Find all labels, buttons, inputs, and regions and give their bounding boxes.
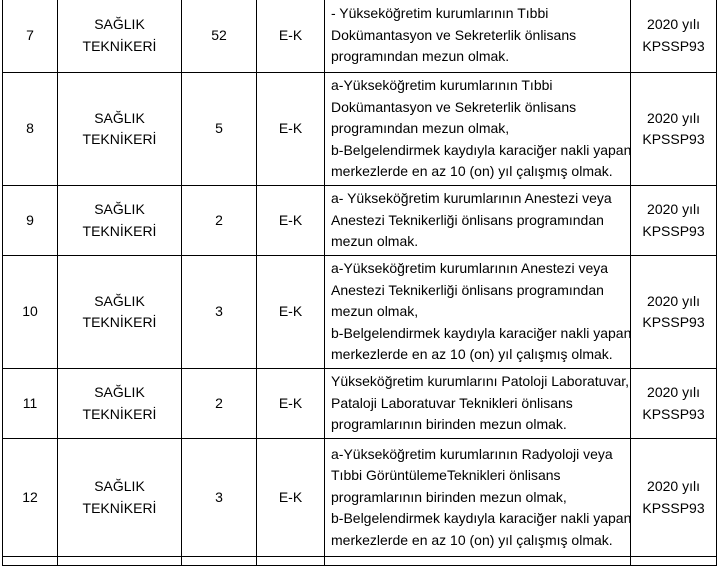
gender: E-K <box>278 26 303 43</box>
exam-line: KPSSP93 <box>642 222 705 239</box>
requirement-line: merkezlerde en az 10 (on) yıl çalışmış olmak. <box>331 346 613 363</box>
partial-cell <box>257 557 325 566</box>
position-title-line: SAĞLIK <box>94 109 145 126</box>
position-count-cell <box>182 0 257 73</box>
table-row <box>3 186 717 256</box>
requirement-line: Yükseköğretim kurumlarını Patoloji Laboratuvar, <box>331 373 630 390</box>
position-title-cell <box>58 186 182 256</box>
position-title-line: TEKNİKERİ <box>82 405 157 422</box>
requirement-line: Dokümantasyon ve Sekreterlik önlisans <box>331 98 577 115</box>
position-title-line: TEKNİKERİ <box>82 37 157 54</box>
position-count-cell <box>182 369 257 439</box>
requirement-line: merkezlerde en az 10 (on) yıl çalışmış olmak. <box>331 531 613 548</box>
requirement-line: a-Yükseköğretim kurumlarının Radyoloji veya <box>331 445 613 462</box>
partial-cell <box>58 557 182 566</box>
exam-cell <box>631 0 717 73</box>
gender: E-K <box>278 211 303 228</box>
position-title-line: TEKNİKERİ <box>82 314 157 330</box>
exam-cell <box>631 73 717 186</box>
requirements-cell <box>325 256 631 369</box>
requirement-line: Dokümantasyon ve Sekreterlik önlisans <box>331 26 577 43</box>
requirements-cell <box>325 73 631 186</box>
requirement-line: programından mezun olmak, <box>331 120 510 137</box>
exam-line: 2020 yılı <box>647 109 700 126</box>
exam-line: 2020 yılı <box>647 201 700 217</box>
exam-line: 2020 yılı <box>647 384 700 400</box>
exam-cell <box>631 439 717 557</box>
table-body <box>3 0 717 566</box>
gender: E-K <box>278 488 303 505</box>
row-number-cell <box>3 73 58 186</box>
exam-line: KPSSP93 <box>642 499 705 516</box>
position-title-line: SAĞLIK <box>94 478 145 494</box>
requirement-line: a-Yükseköğretim kurumlarının Anestezi veya <box>331 260 609 277</box>
staff-positions-table <box>2 0 717 566</box>
requirement-line: programlarının birinden mezun olmak, <box>331 488 567 505</box>
partial-cell <box>182 557 257 566</box>
position-count-cell <box>182 256 257 369</box>
row-number: 11 <box>22 394 38 411</box>
position-title-cell <box>58 256 182 369</box>
gender: E-K <box>278 120 303 137</box>
row-number: 9 <box>26 211 34 228</box>
exam-line: KPSSP93 <box>642 314 705 330</box>
requirement-line: b-Belgelendirmek kaydıyla karaciğer nakli yapan <box>331 510 632 527</box>
row-number: 10 <box>22 303 38 320</box>
position-title-line: SAĞLIK <box>94 16 145 32</box>
requirement-line: Pataloji Laboratuvar Teknikleri önlisans <box>331 394 573 411</box>
position-count: 5 <box>215 120 223 137</box>
row-number-cell <box>3 256 58 369</box>
gender-cell <box>257 186 325 256</box>
requirement-line: a-Yükseköğretim kurumlarının Tıbbi <box>331 77 553 94</box>
requirements-cell <box>325 0 631 73</box>
position-count: 3 <box>215 488 223 505</box>
gender-cell <box>257 256 325 369</box>
requirement-line: Anestezi Teknikerliği önlisans programından <box>331 281 604 298</box>
requirement-line: Tıbbi GörüntülemeTeknikleri önlisans <box>331 467 561 484</box>
position-title-cell <box>58 0 182 73</box>
gender-cell <box>257 0 325 73</box>
position-count: 2 <box>215 394 223 411</box>
exam-cell <box>631 256 717 369</box>
exam-line: KPSSP93 <box>642 131 705 147</box>
position-count-cell <box>182 186 257 256</box>
position-count-cell <box>182 439 257 557</box>
gender: E-K <box>278 303 303 320</box>
requirement-line: b-Belgelendirmek kaydıyla karaciğer nakli yapan <box>331 324 632 341</box>
table-row <box>3 369 717 439</box>
requirement-line: Anestezi Teknikerliği önlisans programından <box>331 211 604 228</box>
position-title-line: SAĞLIK <box>94 201 145 217</box>
row-number-cell <box>3 186 58 256</box>
gender: E-K <box>278 394 303 411</box>
requirement-line: - Yükseköğretim kurumlarının Tıbbi <box>331 5 549 22</box>
exam-line: KPSSP93 <box>642 37 705 54</box>
row-number: 8 <box>26 120 34 137</box>
row-number-cell <box>3 439 58 557</box>
requirement-line: mezun olmak. <box>331 233 419 250</box>
exam-cell <box>631 369 717 439</box>
requirement-line: programından mezun olmak. <box>331 48 510 65</box>
gender-cell <box>257 73 325 186</box>
requirements-cell <box>325 369 631 439</box>
requirement-line: programlarının birinden mezun olmak. <box>331 416 567 433</box>
row-number-cell <box>3 369 58 439</box>
position-title-cell <box>58 439 182 557</box>
position-count: 52 <box>211 26 227 43</box>
table-row <box>3 0 717 73</box>
table-row <box>3 256 717 369</box>
position-title-line: TEKNİKERİ <box>82 131 157 147</box>
partial-cell <box>631 557 717 566</box>
position-title-line: TEKNİKERİ <box>82 222 157 239</box>
position-count: 3 <box>215 303 223 320</box>
requirements-cell <box>325 439 631 557</box>
position-title-line: TEKNİKERİ <box>82 499 157 516</box>
partial-cell <box>3 557 58 566</box>
position-title-cell <box>58 73 182 186</box>
table-row <box>3 439 717 557</box>
requirement-line: b-Belgelendirmek kaydıyla karaciğer nakli yapan <box>331 141 632 158</box>
gender-cell <box>257 369 325 439</box>
exam-line: 2020 yılı <box>647 16 700 32</box>
row-number-cell <box>3 0 58 73</box>
row-number: 7 <box>26 26 34 43</box>
requirements-cell <box>325 186 631 256</box>
table-row <box>3 73 717 186</box>
gender-cell <box>257 439 325 557</box>
exam-cell <box>631 186 717 256</box>
position-title-line: SAĞLIK <box>94 384 145 400</box>
position-title-line: SAĞLIK <box>94 292 145 309</box>
exam-line: 2020 yılı <box>647 478 700 494</box>
exam-line: 2020 yılı <box>647 292 700 309</box>
position-count-cell <box>182 73 257 186</box>
requirement-line: merkezlerde en az 10 (on) yıl çalışmış olmak. <box>331 163 613 180</box>
partial-cell <box>325 557 631 566</box>
position-title-cell <box>58 369 182 439</box>
row-number: 12 <box>22 488 38 505</box>
requirement-line: a- Yükseköğretim kurumlarının Anestezi veya <box>331 190 612 207</box>
table-row-partial <box>3 557 717 566</box>
exam-line: KPSSP93 <box>642 405 705 422</box>
requirement-line: mezun olmak, <box>331 303 419 320</box>
position-count: 2 <box>215 211 223 228</box>
